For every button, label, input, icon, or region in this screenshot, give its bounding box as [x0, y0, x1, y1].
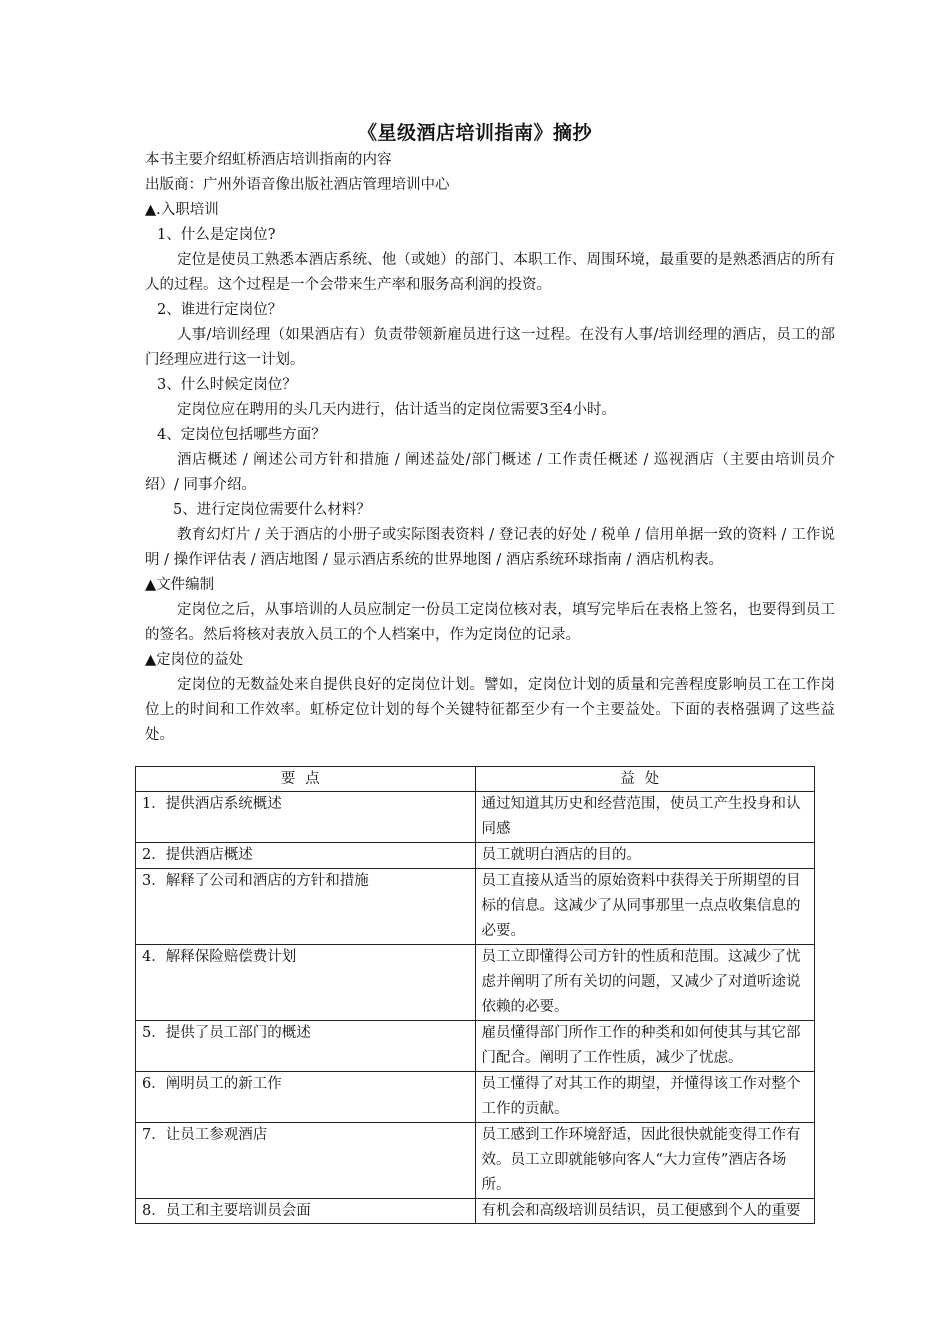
table-row [136, 792, 815, 843]
row-benefit-text: 有机会和高级培训员结识，员工便感到个人的重要 [481, 1203, 801, 1219]
row-key: 1．提供酒店系统概述 [136, 792, 476, 843]
benefits-table [135, 766, 815, 1224]
row-key [136, 1199, 476, 1224]
row-key: 2．提供酒店概述 [136, 843, 476, 869]
answer-2: 人事/培训经理（如果酒店有）负责带领新雇员进行这一过程。在没有人事/培训经理的酒店，员工的部门经理应进行这一计划。 [145, 327, 835, 368]
row-benefit: 员工懂得了对其工作的期望，并懂得该工作对整个工作的贡献。 [475, 1072, 815, 1123]
row-benefit: 员工感到工作环境舒适，因此很快就能变得工作有效。员工立即就能够向客人“大力宣传”酒店各场所。 [475, 1123, 815, 1199]
table-row [136, 945, 815, 1021]
question-5: 5、进行定岗位需要什么材料？ [173, 502, 371, 518]
question-4: 4、定岗位包括哪些方面？ [157, 427, 326, 443]
section-heading-benefits: ▲定岗位的益处 [145, 652, 244, 668]
row-benefit: 通过知道其历史和经营范围，使员工产生投身和认同感 [475, 792, 815, 843]
answer-1: 定位是使员工熟悉本酒店系统、他（或她）的部门、本职工作、周围环境，最重要的是熟悉酒店的所有人的过程。这个过程是一个会带来生产率和服务高利润的投资。 [145, 252, 835, 293]
section-heading-documentation: ▲文件编制 [145, 577, 215, 593]
answer-3: 定岗位应在聘用的头几天内进行，估计适当的定岗位需要3至4小时。 [177, 402, 616, 418]
row-benefit: 雇员懂得部门所作工作的种类和如何使其与其它部门配合。阐明了工作性质，减少了忧虑。 [475, 1021, 815, 1072]
intro-line: 本书主要介绍虹桥酒店培训指南的内容 [145, 152, 392, 168]
document-title: 《星级酒店培训指南》摘抄 [357, 122, 592, 144]
row-key: 5．提供了员工部门的概述 [136, 1021, 476, 1072]
row-benefit: 员工立即懂得公司方针的性质和范围。这减少了忧虑并阐明了所有关切的问题，又减少了对道听途说依赖的必要。 [475, 945, 815, 1021]
row-benefit [475, 1199, 815, 1224]
header-key-points: 要点 [136, 767, 476, 792]
row-benefit: 员工直接从适当的原始资料中获得关于所期望的目标的信息。这减少了从同事那里一点点收集信息的必要。 [475, 869, 815, 945]
table-row [136, 1021, 815, 1072]
table-row [136, 1123, 815, 1199]
benefits-paragraph: 定岗位的无数益处来自提供良好的定岗位计划。譬如，定岗位计划的质量和完善程度影响员工在工作岗位上的时间和工作效率。虹桥定位计划的每个关键特征都至少有一个主要益处。下面的表格强调了这些益处。 [145, 677, 835, 743]
table-row [136, 843, 815, 869]
answer-4: 酒店概述 / 阐述公司方针和措施 / 阐述益处/部门概述 / 工作责任概述 / 巡视酒店（主要由培训员介绍）/ 同事介绍。 [145, 452, 835, 493]
row-key-text: 8．员工和主要培训员会面 [142, 1203, 311, 1219]
question-3: 3、什么时候定岗位？ [157, 377, 297, 393]
table-row [136, 1072, 815, 1123]
publisher-line: 出版商：广州外语音像出版社酒店管理培训中心 [145, 177, 450, 193]
question-1: 1、什么是定岗位? [157, 227, 276, 243]
header-benefits: 益处 [475, 767, 815, 792]
section-heading-onboarding: ▲.入职培训 [145, 202, 219, 218]
answer-5: 教育幻灯片 / 关于酒店的小册子或实际图表资料 / 登记表的好处 / 税单 / 信用单据一致的资料 / 工作说明 / 操作评估表 / 酒店地图 / 显示酒店系统的世界地图 / 酒店系统环球指南 / 酒店机构表。 [145, 527, 835, 568]
document-body [145, 148, 835, 748]
question-2: 2、谁进行定岗位？ [157, 302, 283, 318]
row-key: 4．解释保险赔偿费计划 [136, 945, 476, 1021]
table-header-row [136, 767, 815, 792]
row-key: 3．解释了公司和酒店的方针和措施 [136, 869, 476, 945]
row-key: 6．阐明员工的新工作 [136, 1072, 476, 1123]
row-key: 7．让员工参观酒店 [136, 1123, 476, 1199]
table-row [136, 869, 815, 945]
documentation-paragraph: 定岗位之后，从事培训的人员应制定一份员工定岗位核对表，填写完毕后在表格上签名，也要得到员工的签名。然后将核对表放入员工的个人档案中，作为定岗位的记录。 [145, 602, 835, 643]
table-row [136, 1199, 815, 1224]
row-benefit: 员工就明白酒店的目的。 [475, 843, 815, 869]
